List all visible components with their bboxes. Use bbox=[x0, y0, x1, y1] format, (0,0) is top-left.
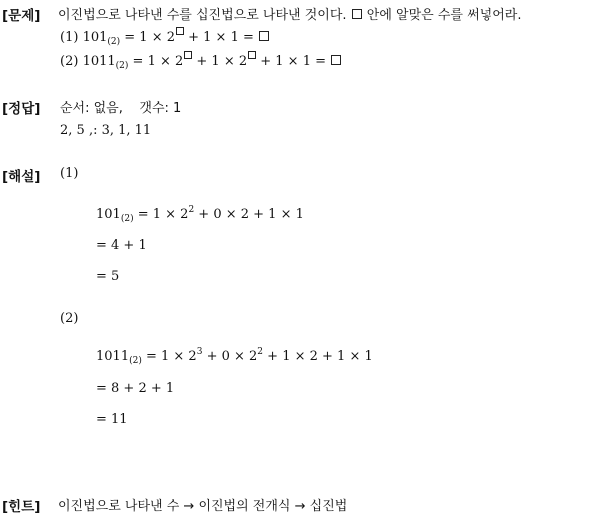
expansion-term: + 0 × 2 + 1 × 1 bbox=[194, 207, 304, 222]
expansion-exponent: 3 bbox=[196, 347, 203, 357]
expansion-term: + 1 × 2 + 1 × 1 bbox=[263, 349, 373, 364]
expansion-term: = 1 × 2 bbox=[141, 349, 197, 364]
expansion-binary: 101 bbox=[96, 207, 121, 222]
hint-text: 이진법으로 나타낸 수 → 이진법의 전개식 → 십진법 bbox=[58, 499, 348, 514]
question-1-lhs: = 1 × 2 bbox=[120, 30, 175, 45]
explanation-part-2-line-3: = 11 bbox=[96, 412, 128, 427]
problem-tag: [문제] bbox=[2, 8, 41, 24]
expansion-exponent: 2 bbox=[188, 205, 195, 215]
question-2-lhs: = 1 × 2 bbox=[128, 54, 184, 69]
question-1-binary: 101 bbox=[82, 30, 108, 45]
answer-box-icon bbox=[352, 9, 362, 19]
question-1-mid: + 1 × 1 = bbox=[184, 30, 259, 45]
explanation-part-1-line-2: = 4 + 1 bbox=[96, 238, 147, 253]
answer-box-icon bbox=[259, 31, 269, 41]
expansion-binary: 1011 bbox=[96, 349, 130, 364]
question-1 bbox=[60, 27, 270, 47]
explanation-part-1-line-1 bbox=[96, 207, 304, 224]
question-1-subscript: (2) bbox=[107, 37, 121, 47]
explanation-part-2-number: (2) bbox=[60, 311, 79, 326]
answer-box-icon bbox=[331, 55, 341, 65]
question-1-number: (1) bbox=[60, 30, 79, 45]
explanation-part-1-line-3: = 5 bbox=[96, 269, 120, 284]
explanation-tag: [해설] bbox=[2, 169, 41, 185]
expansion-exponent: 2 bbox=[257, 347, 264, 357]
explanation-part-2-line-2: = 8 + 2 + 1 bbox=[96, 381, 175, 396]
expansion-subscript: (2) bbox=[120, 214, 134, 224]
question-2-number: (2) bbox=[60, 54, 79, 69]
expansion-term: + 0 × 2 bbox=[202, 349, 258, 364]
exponent-box-icon bbox=[176, 27, 184, 35]
question-2-subscript: (2) bbox=[115, 61, 129, 71]
exponent-box-icon bbox=[248, 51, 256, 59]
question-2-mid1: + 1 × 2 bbox=[192, 54, 248, 69]
answer-line-2: 2, 5 ,: 3, 1, 11 bbox=[60, 123, 152, 138]
explanation-part-1-number: (1) bbox=[60, 166, 79, 181]
explanation-part-2-line-1 bbox=[96, 349, 373, 366]
question-2-binary: 1011 bbox=[82, 54, 116, 69]
expansion-term: = 1 × 2 bbox=[133, 207, 189, 222]
expansion-subscript: (2) bbox=[129, 356, 142, 366]
hint-tag: [힌트] bbox=[2, 499, 41, 515]
instruction-text-b: 안에 알맞은 수를 써넣어라. bbox=[366, 8, 522, 23]
question-2-mid2: + 1 × 1 = bbox=[256, 54, 331, 69]
answer-tag: [정답] bbox=[2, 101, 41, 117]
question-2 bbox=[60, 51, 342, 71]
problem-instruction bbox=[58, 4, 521, 23]
instruction-text-a: 이진법으로 나타낸 수를 십진법으로 나타낸 것이다. bbox=[58, 8, 347, 23]
answer-line-1: 순서: 없음, 갯수: 1 bbox=[60, 101, 182, 116]
